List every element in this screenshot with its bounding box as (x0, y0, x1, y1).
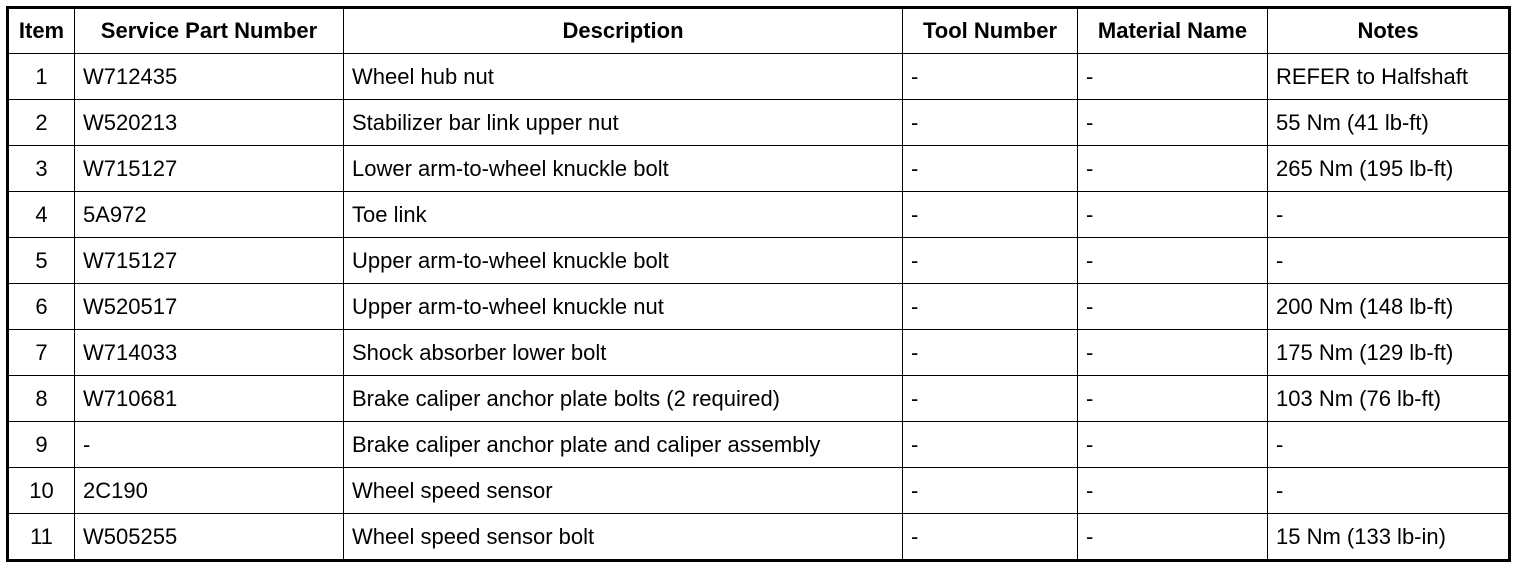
table-row (8, 468, 1510, 514)
cell-tool-number: - (903, 376, 1078, 422)
table-row (8, 422, 1510, 468)
cell-tool-number: - (903, 146, 1078, 192)
cell-description: Upper arm-to-wheel knuckle nut (344, 284, 903, 330)
header-row (8, 8, 1510, 54)
header-tool-number: Tool Number (903, 8, 1078, 54)
cell-tool-number: - (903, 422, 1078, 468)
cell-service-part-number: 2C190 (75, 468, 344, 514)
cell-tool-number: - (903, 54, 1078, 100)
cell-service-part-number: W710681 (75, 376, 344, 422)
table-row (8, 284, 1510, 330)
table-row (8, 376, 1510, 422)
cell-material-name: - (1078, 146, 1268, 192)
cell-description: Upper arm-to-wheel knuckle bolt (344, 238, 903, 284)
table-row (8, 146, 1510, 192)
cell-description: Stabilizer bar link upper nut (344, 100, 903, 146)
header-service-part-number: Service Part Number (75, 8, 344, 54)
cell-service-part-number: W715127 (75, 238, 344, 284)
cell-tool-number: - (903, 468, 1078, 514)
cell-item: 10 (8, 468, 75, 514)
cell-item: 5 (8, 238, 75, 284)
cell-notes: 175 Nm (129 lb-ft) (1268, 330, 1510, 376)
parts-table-container (6, 6, 1511, 562)
cell-tool-number: - (903, 514, 1078, 561)
cell-notes: - (1268, 422, 1510, 468)
cell-notes: REFER to Halfshaft (1268, 54, 1510, 100)
cell-service-part-number: W520213 (75, 100, 344, 146)
cell-notes: 103 Nm (76 lb-ft) (1268, 376, 1510, 422)
cell-item: 11 (8, 514, 75, 561)
cell-item: 4 (8, 192, 75, 238)
table-row (8, 54, 1510, 100)
cell-material-name: - (1078, 100, 1268, 146)
cell-tool-number: - (903, 330, 1078, 376)
cell-service-part-number: - (75, 422, 344, 468)
header-description: Description (344, 8, 903, 54)
cell-item: 3 (8, 146, 75, 192)
cell-material-name: - (1078, 330, 1268, 376)
cell-tool-number: - (903, 100, 1078, 146)
cell-material-name: - (1078, 54, 1268, 100)
cell-notes: 55 Nm (41 lb-ft) (1268, 100, 1510, 146)
cell-material-name: - (1078, 192, 1268, 238)
cell-item: 2 (8, 100, 75, 146)
cell-material-name: - (1078, 376, 1268, 422)
cell-material-name: - (1078, 514, 1268, 561)
cell-item: 7 (8, 330, 75, 376)
table-row (8, 192, 1510, 238)
cell-description: Shock absorber lower bolt (344, 330, 903, 376)
cell-notes: 265 Nm (195 lb-ft) (1268, 146, 1510, 192)
cell-material-name: - (1078, 238, 1268, 284)
header-item: Item (8, 8, 75, 54)
cell-service-part-number: W520517 (75, 284, 344, 330)
table-row (8, 100, 1510, 146)
cell-tool-number: - (903, 238, 1078, 284)
cell-tool-number: - (903, 284, 1078, 330)
parts-table (6, 6, 1511, 562)
cell-notes: - (1268, 468, 1510, 514)
cell-material-name: - (1078, 422, 1268, 468)
table-body (8, 54, 1510, 561)
table-header (8, 8, 1510, 54)
cell-service-part-number: W714033 (75, 330, 344, 376)
cell-material-name: - (1078, 284, 1268, 330)
table-row (8, 514, 1510, 561)
cell-description: Lower arm-to-wheel knuckle bolt (344, 146, 903, 192)
cell-description: Wheel speed sensor (344, 468, 903, 514)
cell-description: Toe link (344, 192, 903, 238)
header-notes: Notes (1268, 8, 1510, 54)
cell-description: Wheel hub nut (344, 54, 903, 100)
table-row (8, 330, 1510, 376)
cell-notes: 15 Nm (133 lb-in) (1268, 514, 1510, 561)
header-material-name: Material Name (1078, 8, 1268, 54)
cell-description: Wheel speed sensor bolt (344, 514, 903, 561)
cell-description: Brake caliper anchor plate bolts (2 required) (344, 376, 903, 422)
cell-item: 9 (8, 422, 75, 468)
cell-item: 1 (8, 54, 75, 100)
cell-item: 6 (8, 284, 75, 330)
cell-description: Brake caliper anchor plate and caliper assembly (344, 422, 903, 468)
cell-notes: 200 Nm (148 lb-ft) (1268, 284, 1510, 330)
cell-tool-number: - (903, 192, 1078, 238)
cell-notes: - (1268, 238, 1510, 284)
cell-service-part-number: 5A972 (75, 192, 344, 238)
cell-material-name: - (1078, 468, 1268, 514)
cell-service-part-number: W505255 (75, 514, 344, 561)
cell-notes: - (1268, 192, 1510, 238)
cell-service-part-number: W712435 (75, 54, 344, 100)
table-row (8, 238, 1510, 284)
cell-service-part-number: W715127 (75, 146, 344, 192)
cell-item: 8 (8, 376, 75, 422)
